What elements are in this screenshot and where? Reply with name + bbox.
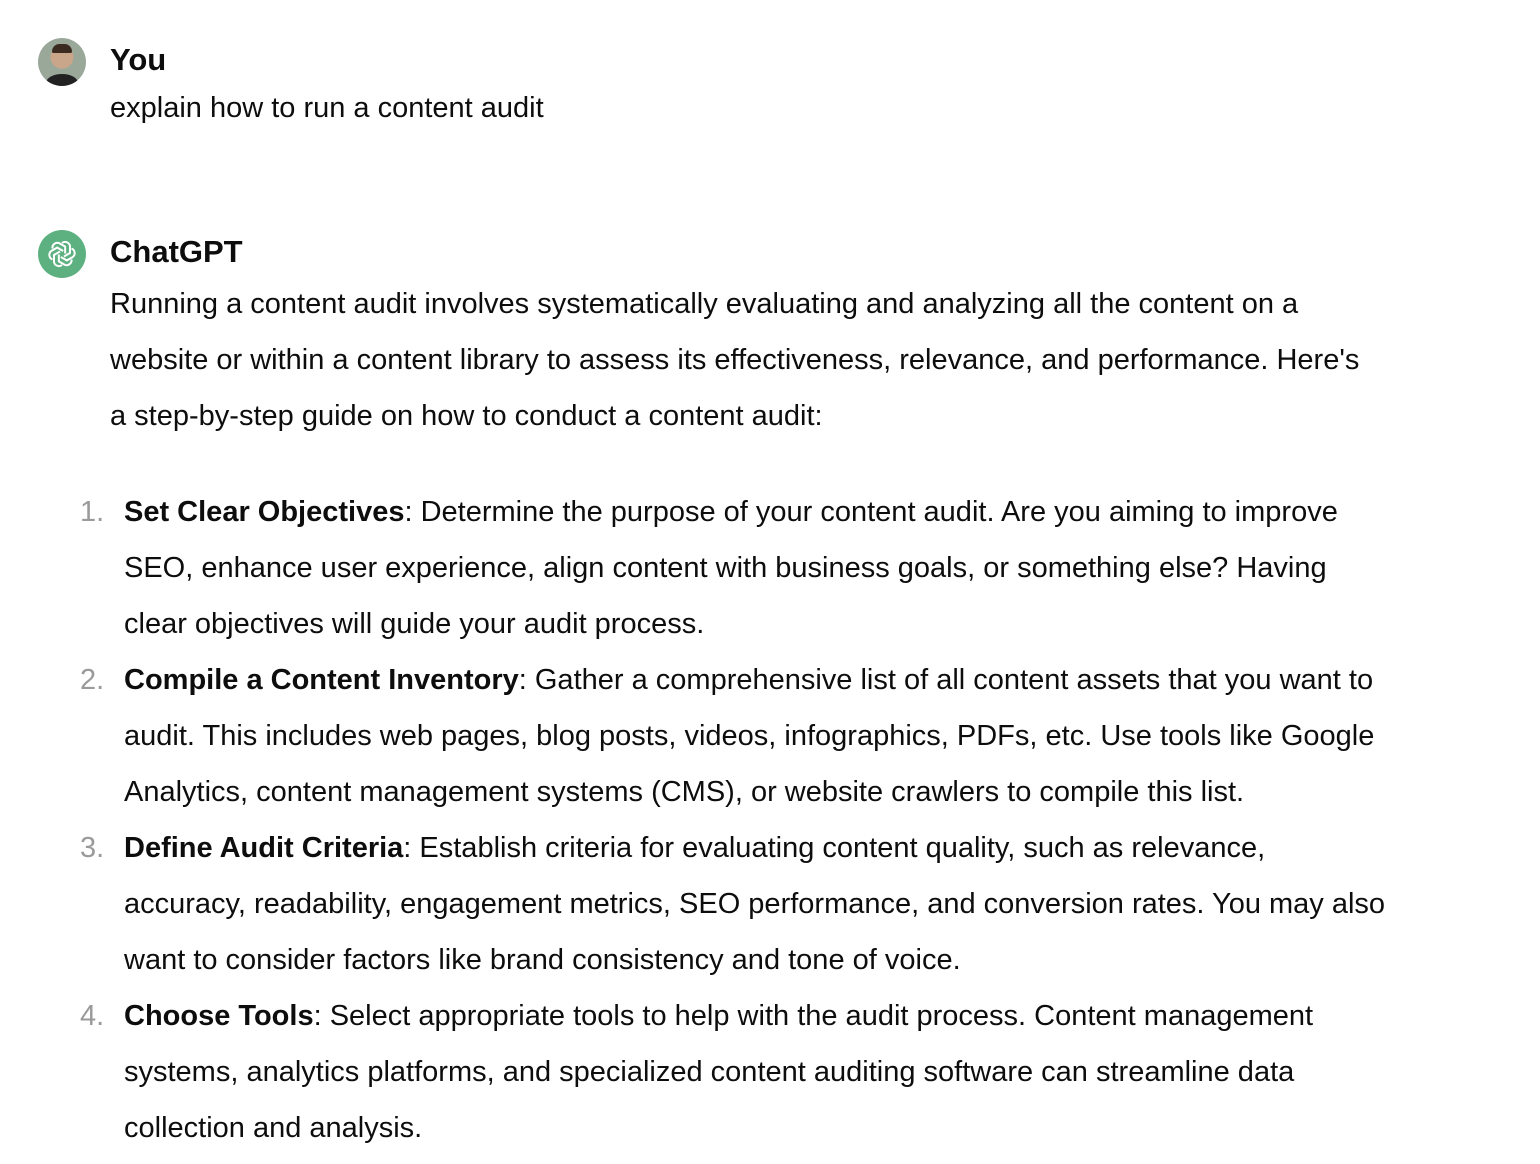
step-text: : Establish criteria for evaluating content quality, such as relevance, <box>403 832 1266 864</box>
user-message-text: explain how to run a content audit <box>110 92 544 124</box>
intro-line: Running a content audit involves systematically evaluating and analyzing all the content on a <box>110 288 1299 320</box>
user-avatar <box>38 38 86 86</box>
step-number: 3. <box>80 832 105 864</box>
step-number: 4. <box>80 1000 105 1032</box>
intro-line: website or within a content library to assess its effectiveness, relevance, and performance. Here's <box>110 344 1360 376</box>
assistant-avatar <box>38 230 86 278</box>
step-number: 1. <box>80 496 105 528</box>
list-item <box>40 652 1385 820</box>
step-title: Choose Tools <box>124 1000 314 1032</box>
list-item <box>40 820 1385 988</box>
list-item <box>40 484 1385 652</box>
list-item <box>40 988 1385 1156</box>
openai-logo-icon <box>46 238 78 270</box>
assistant-intro <box>110 276 1359 444</box>
step-text: clear objectives will guide your audit process. <box>124 608 705 640</box>
step-text: : Select appropriate tools to help with the audit process. Content management <box>313 1000 1314 1032</box>
steps-list <box>40 484 1385 1156</box>
intro-line: a step-by-step guide on how to conduct a content audit: <box>110 400 823 432</box>
step-number: 2. <box>80 664 105 696</box>
step-text: systems, analytics platforms, and specialized content auditing software can streamline data <box>124 1056 1295 1088</box>
step-title: Set Clear Objectives <box>124 496 405 528</box>
step-text: accuracy, readability, engagement metrics, SEO performance, and conversion rates. You may also <box>124 888 1386 920</box>
step-text: want to consider factors like brand consistency and tone of voice. <box>124 944 961 976</box>
step-text: : Determine the purpose of your content audit. Are you aiming to improve <box>404 496 1338 528</box>
user-name: You <box>110 42 167 77</box>
step-title: Compile a Content Inventory <box>124 664 519 696</box>
step-text: audit. This includes web pages, blog posts, videos, infographics, PDFs, etc. Use tools like Google <box>124 720 1375 752</box>
step-text: SEO, enhance user experience, align content with business goals, or something else? Having <box>124 552 1327 584</box>
step-text: Analytics, content management systems (CMS), or website crawlers to compile this list. <box>124 776 1245 808</box>
step-text: collection and analysis. <box>124 1112 423 1144</box>
step-text: : Gather a comprehensive list of all content assets that you want to <box>518 664 1374 696</box>
step-title: Define Audit Criteria <box>124 832 404 864</box>
assistant-name: ChatGPT <box>110 234 243 269</box>
